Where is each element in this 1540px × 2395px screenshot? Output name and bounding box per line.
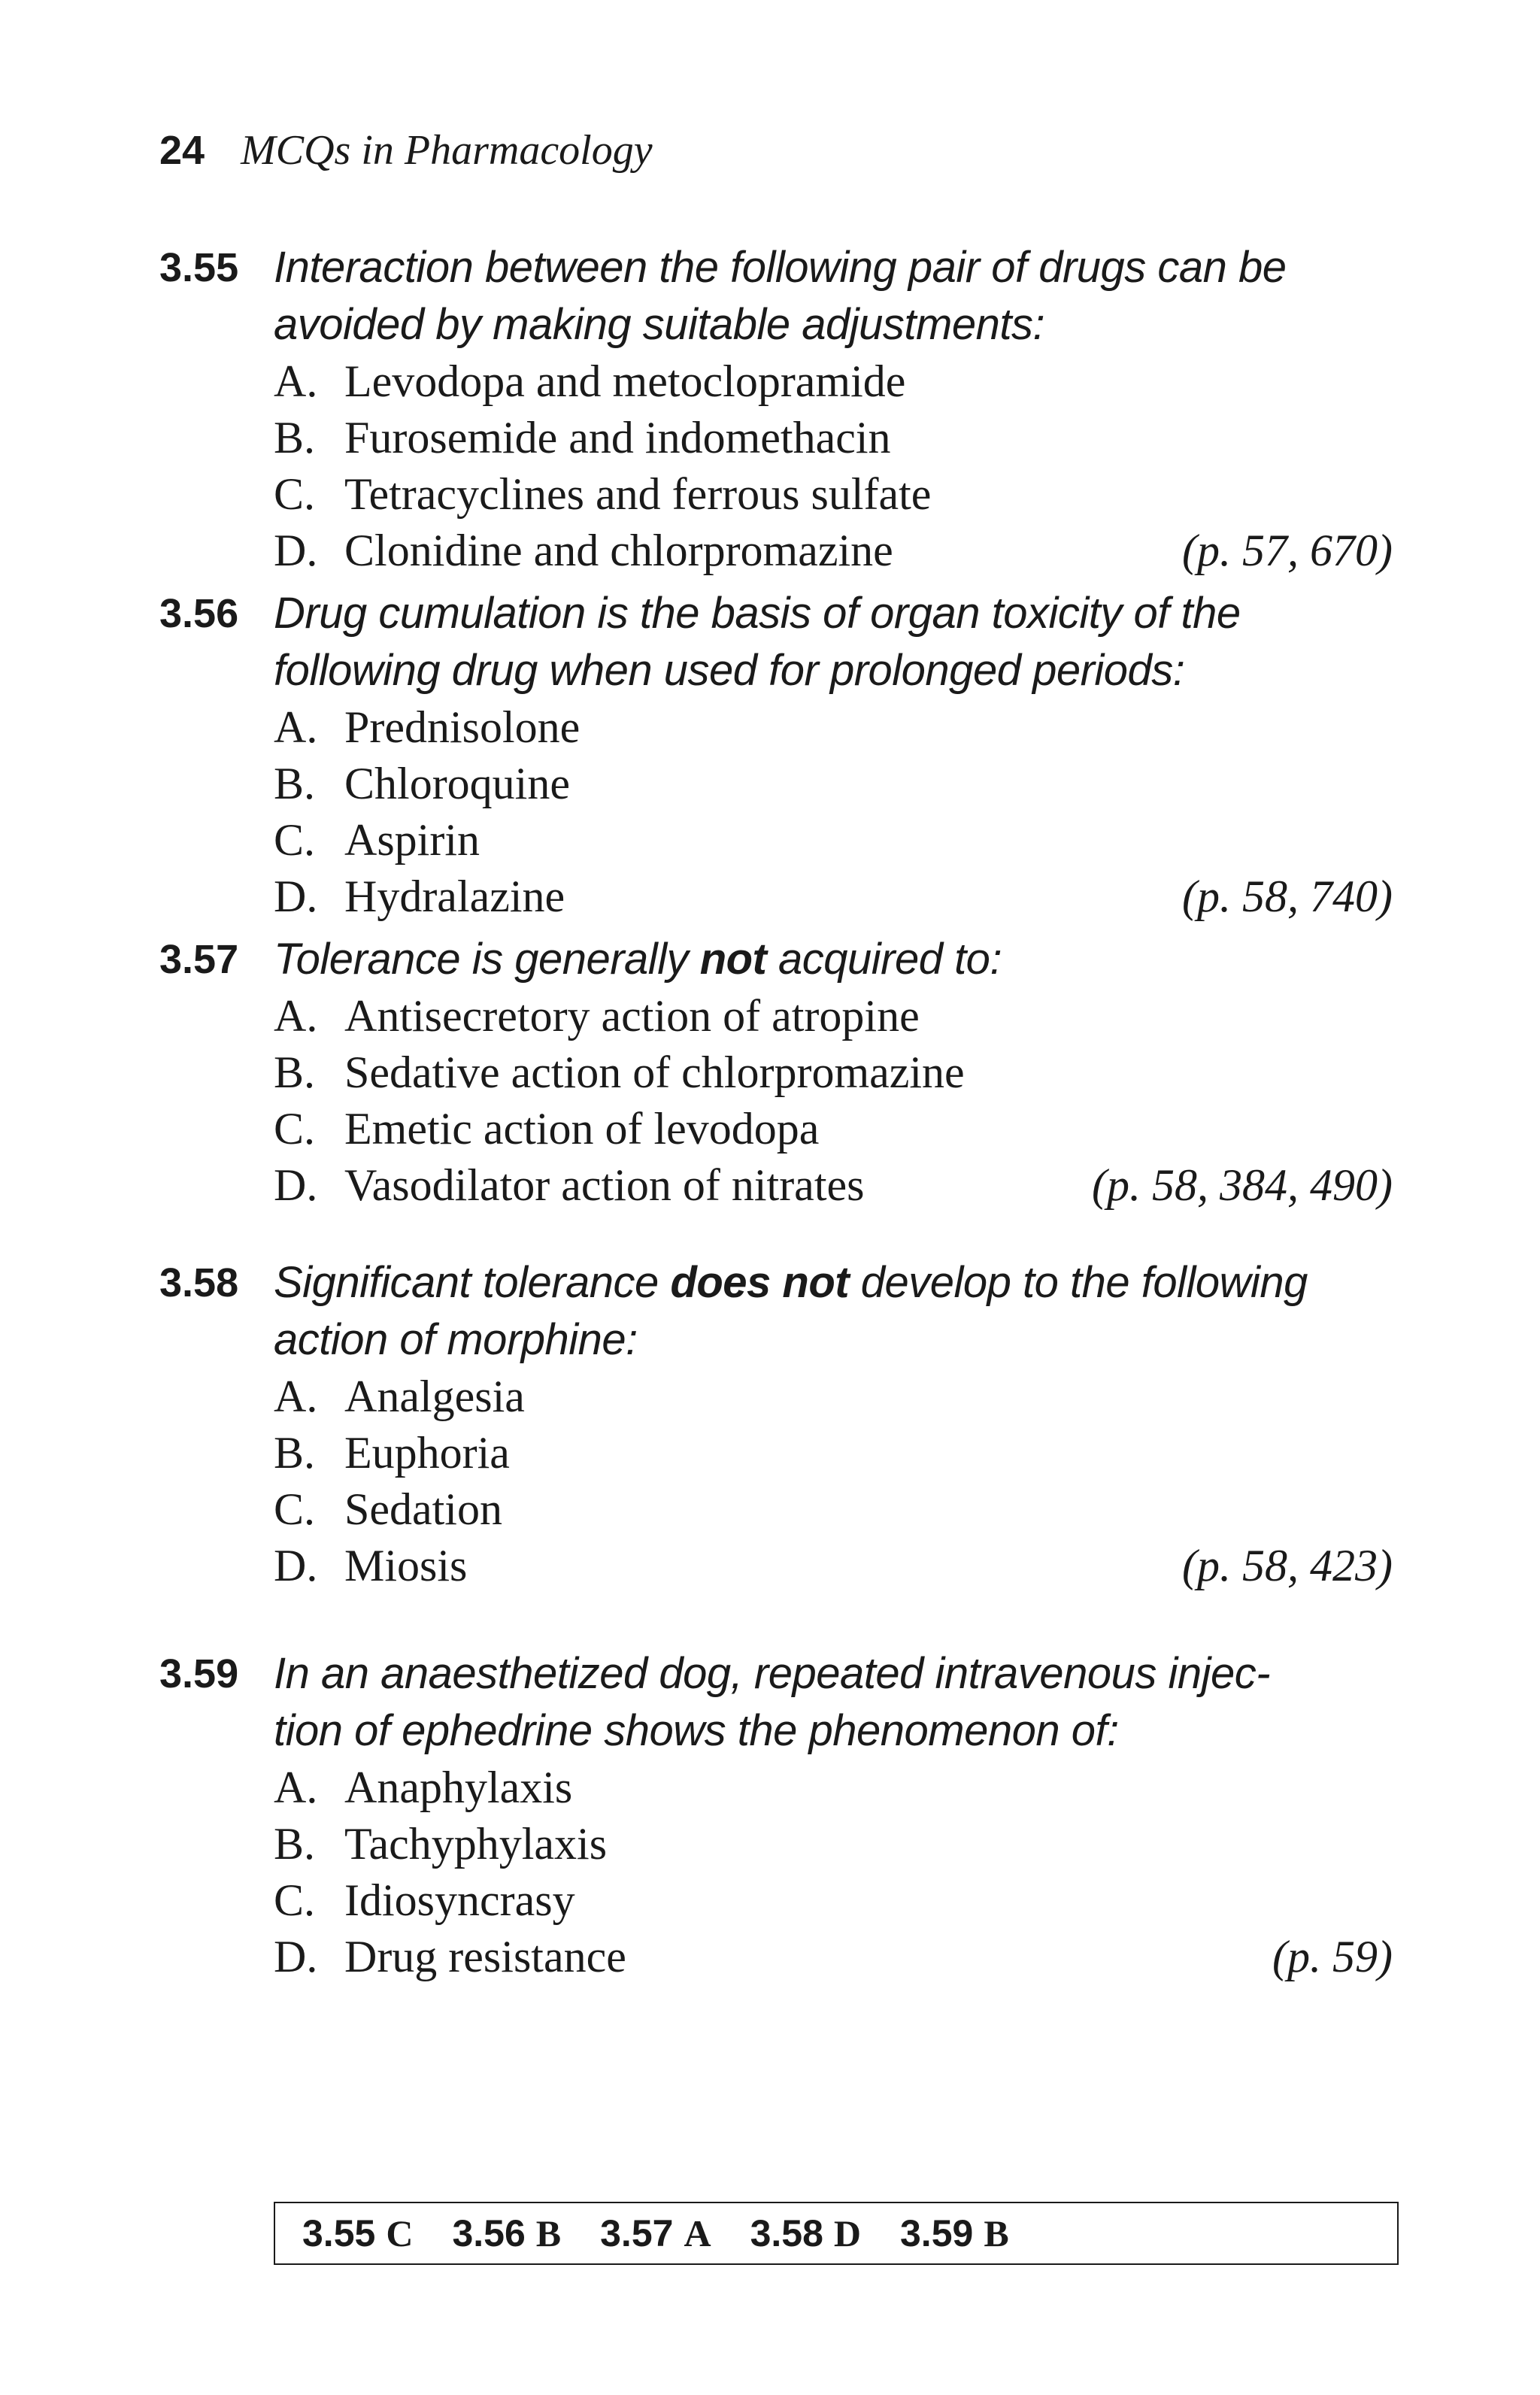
option-d [274,1929,1393,1985]
question-stem-line [274,585,1393,642]
option-d [274,869,1393,925]
option-d [274,1538,1393,1594]
question-stem-text: develop to the following [849,1258,1308,1307]
option-letter: D. [274,1932,318,1981]
option-text: Sedative action of chlorpromazine [344,1047,965,1097]
answer-item [302,2212,413,2255]
question-stem-text: Tolerance is generally [274,935,700,984]
page-number: 24 [159,128,205,173]
option-b [274,756,1393,812]
option-a [274,699,1393,756]
option-a [274,353,1393,410]
page-reference: (p. 59) [1272,1932,1393,1981]
question-stem-emphasis: does not [670,1258,850,1307]
option-text: Hydralazine [344,872,565,921]
question-1 [159,585,1393,925]
option-text: Sedation [344,1484,502,1534]
option-text: Euphoria [344,1428,510,1478]
option-letter: C. [274,815,316,865]
option-text: Furosemide and indomethacin [344,413,891,462]
option-letter: B. [274,1428,316,1478]
option-b [274,1425,1393,1481]
question-stem-line [274,1254,1393,1311]
page-reference: (p. 58, 384, 490) [1092,1160,1393,1210]
question-stem-text: action of morphine: [274,1315,638,1364]
question-stem-line [274,1645,1393,1702]
option-list [274,1369,1393,1594]
question-stem [274,239,1393,353]
question-head [159,931,1393,988]
option-list [274,699,1393,925]
option-letter: A. [274,1763,318,1812]
answer-key-box [274,2202,1399,2265]
answer-item [452,2212,561,2255]
question-stem-text: avoided by making suitable adjustments: [274,300,1045,349]
option-text: Aspirin [344,815,480,865]
option-text: Drug resistance [344,1932,626,1981]
option-letter: D. [274,1160,318,1210]
option-a [274,1760,1393,1816]
answer-item [900,2212,1009,2255]
option-text: Analgesia [344,1372,525,1421]
option-letter: D. [274,526,318,575]
answer-item [600,2212,711,2255]
option-c [274,1101,1393,1157]
page-header [159,126,653,186]
option-letter: B. [274,1047,316,1097]
option-text: Tachyphylaxis [344,1819,608,1869]
answer-number: 3.56 [452,2212,526,2254]
question-stem-line [274,1311,1393,1369]
question-number: 3.57 [159,937,239,982]
option-text: Tetracyclines and ferrous sulfate [344,469,932,519]
option-letter: A. [274,1372,318,1421]
question-stem-text: Significant tolerance [274,1258,671,1307]
option-c [274,1481,1393,1538]
answer-number: 3.57 [600,2212,674,2254]
question-stem-line [274,239,1393,296]
question-stem-text: Drug cumulation is the basis of organ toxicity of the [274,589,1241,638]
question-stem-line [274,931,1393,988]
question-number: 3.58 [159,1260,239,1305]
answer-letter: A [684,2212,711,2254]
option-text: Idiosyncrasy [344,1875,575,1925]
option-b [274,1044,1393,1101]
answer-item [750,2212,861,2255]
option-letter: C. [274,1875,316,1925]
question-head [159,1645,1393,1760]
option-text: Miosis [344,1541,468,1590]
option-c [274,812,1393,869]
question-head [159,1254,1393,1369]
page-reference: (p. 57, 670) [1182,526,1393,575]
option-c [274,1872,1393,1929]
option-text: Antisecretory action of atropine [344,991,920,1041]
question-number: 3.56 [159,591,239,636]
option-list [274,1760,1393,1985]
answer-number: 3.58 [750,2212,823,2254]
option-letter: D. [274,1541,318,1590]
question-stem [274,931,1393,988]
option-text: Prednisolone [344,702,581,752]
option-letter: A. [274,702,318,752]
question-stem-line [274,642,1393,699]
page-reference: (p. 58, 423) [1182,1541,1393,1590]
question-stem-line [274,296,1393,353]
book-title: MCQs in Pharmacology [241,127,653,174]
option-b [274,410,1393,466]
answer-letter: C [386,2212,414,2254]
question-stem-text: following drug when used for prolonged periods: [274,646,1185,695]
question-head [159,239,1393,353]
option-list [274,988,1393,1214]
option-d [274,523,1393,579]
option-c [274,466,1393,523]
option-letter: B. [274,1819,316,1869]
option-letter: A. [274,356,318,406]
answer-number: 3.59 [900,2212,974,2254]
question-4 [159,1645,1393,1985]
option-text: Clonidine and chlorpromazine [344,526,893,575]
question-3 [159,1254,1393,1594]
question-stem-text: acquired to: [766,935,1002,984]
option-b [274,1816,1393,1872]
question-number: 3.59 [159,1651,239,1696]
question-stem-emphasis: not [699,935,767,984]
question-number: 3.55 [159,245,239,290]
option-letter: B. [274,413,316,462]
answer-letter: D [833,2212,861,2254]
option-text: Chloroquine [344,759,570,808]
option-letter: C. [274,1484,316,1534]
question-stem [274,585,1393,699]
option-letter: C. [274,469,316,519]
answer-letter: B [535,2212,562,2254]
question-stem-line [274,1702,1393,1760]
question-stem [274,1254,1393,1369]
option-letter: D. [274,872,318,921]
option-a [274,988,1393,1044]
question-2 [159,931,1393,1214]
answer-number: 3.55 [302,2212,376,2254]
question-head [159,585,1393,699]
option-text: Levodopa and metoclopramide [344,356,906,406]
option-text: Vasodilator action of nitrates [344,1160,865,1210]
option-letter: A. [274,991,318,1041]
answer-letter: B [984,2212,1009,2254]
option-list [274,353,1393,579]
question-stem-text: Interaction between the following pair of drugs can be [274,243,1287,292]
question-stem [274,1645,1393,1760]
option-text: Emetic action of levodopa [344,1104,820,1154]
option-letter: B. [274,759,316,808]
option-d [274,1157,1393,1214]
option-text: Anaphylaxis [344,1763,573,1812]
option-letter: C. [274,1104,316,1154]
question-0 [159,239,1393,579]
question-stem-text: tion of ephedrine shows the phenomenon of: [274,1706,1119,1755]
option-a [274,1369,1393,1425]
question-stem-text: In an anaesthetized dog, repeated intravenous injec- [274,1649,1271,1698]
page-reference: (p. 58, 740) [1182,872,1393,921]
